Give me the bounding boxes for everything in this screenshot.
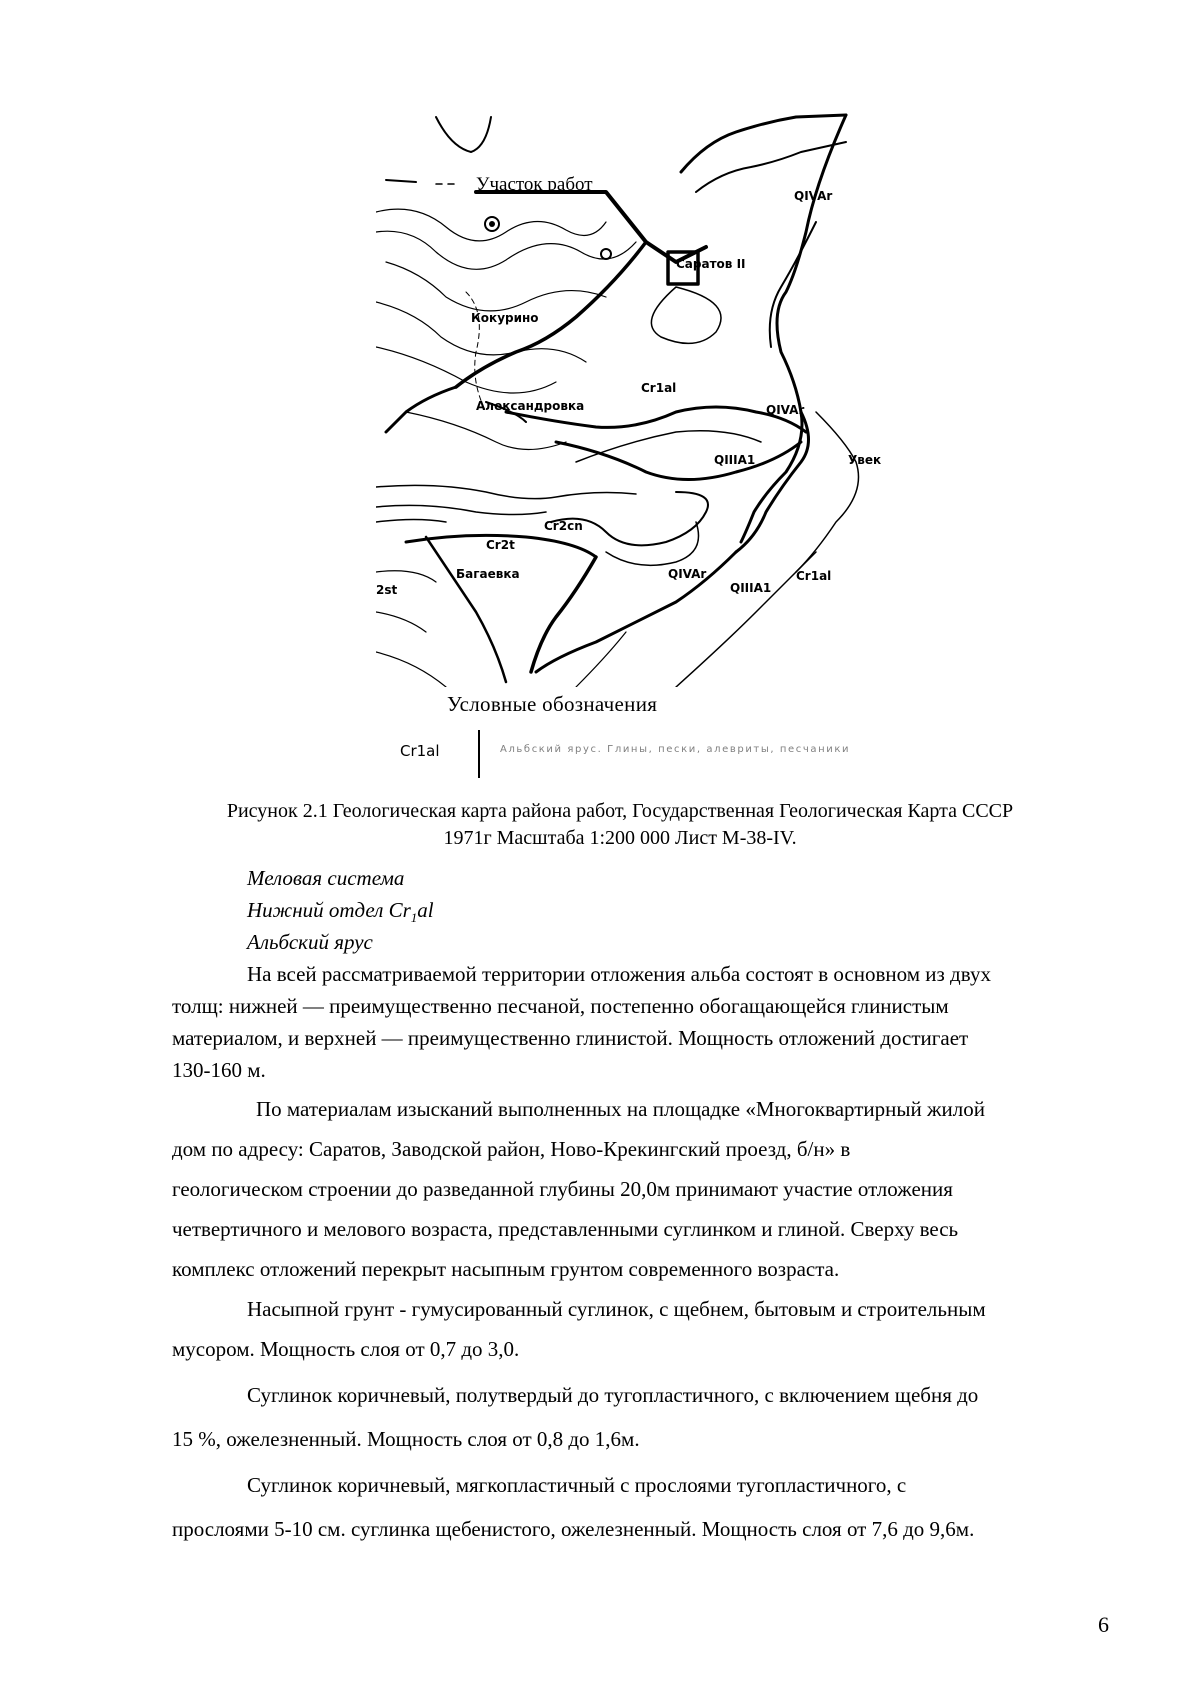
legend-divider xyxy=(478,730,480,778)
place-uvek: Увек xyxy=(848,453,882,467)
paragraph-1-line-4: 130-160 м. xyxy=(172,1058,266,1082)
unit-cr2cn: Cr2cn xyxy=(544,519,583,533)
unit-qiv-c: QIVAr xyxy=(668,567,707,581)
legend-code: Cr1al xyxy=(400,742,440,760)
unit-qiii-b: QIIIA1 xyxy=(730,581,772,595)
unit-cr2t: Cr2t xyxy=(486,538,515,552)
heading-division-text: Нижний отдел Cr xyxy=(247,898,411,922)
place-saratov: Саратов II xyxy=(676,257,746,271)
paragraph-4-line-2: 15 %, ожелезненный. Мощность слоя от 0,8 до 1,6м. xyxy=(172,1427,640,1451)
unit-cr1al-a: Cr1al xyxy=(641,381,677,395)
page-number: 6 xyxy=(1098,1612,1109,1637)
paragraph-2-line-4: четвертичного и мелового возраста, представленными суглинком и глиной. Сверху весь xyxy=(172,1217,959,1241)
paragraph-3-line-1: Насыпной грунт - гумусированный суглинок, с щебнем, бытовым и строительным xyxy=(247,1297,986,1321)
legend-title: Условные обозначения xyxy=(447,692,658,716)
paragraph-1-line-3: материалом, и верхней — преимущественно глинистой. Мощность отложений достигает xyxy=(172,1026,969,1050)
caption-line-1: Рисунок 2.1 Геологическая карта района работ, Государственная Геологическая Карта СССР xyxy=(226,800,1014,822)
paragraph-1-line-1: На всей рассматриваемой территории отложения альба состоят в основном из двух xyxy=(247,962,991,986)
place-bagaevka: Багаевка xyxy=(456,567,520,581)
paragraph-2-line-5: комплекс отложений перекрыт насыпным грунтом современного возраста. xyxy=(172,1257,840,1281)
unit-qiv-b: QIVAr xyxy=(766,403,805,417)
unit-qiii-a: QIIIA1 xyxy=(714,453,756,467)
place-aleksandrovka: Александровка xyxy=(476,399,585,413)
paragraph-2-line-3: геологическом строении до разведанной глубины 20,0м принимают участие отложения xyxy=(172,1177,953,1201)
heading-division-sub: 1 xyxy=(410,910,418,926)
paragraph-5-line-1: Суглинок коричневый, мягкопластичный с прослоями тугопластичного, с xyxy=(247,1473,907,1497)
paragraph-1-line-2: толщ: нижней — преимущественно песчаной, постепенно обогащающейся глинистым xyxy=(172,994,949,1018)
legend-description: Альбский ярус. Глины, пески, алевриты, песчаники xyxy=(500,744,851,755)
unit-cr1al-b: Cr1al xyxy=(796,569,832,583)
paragraph-2-line-2: дом по адресу: Саратов, Заводской район, Ново-Крекингский проезд, б/н» в xyxy=(172,1137,851,1161)
unit-qiv-a: QIVAr xyxy=(794,189,833,203)
unit-st: 2st xyxy=(376,583,398,597)
caption-line-2: 1971г Масштаба 1:200 000 Лист М-38-IV. xyxy=(443,827,797,849)
heading-division-suffix: al xyxy=(417,898,434,922)
figure-caption xyxy=(180,798,1060,852)
site-label: Участок работ xyxy=(476,174,593,195)
paragraph-3-line-2: мусором. Мощность слоя от 0,7 до 3,0. xyxy=(172,1337,520,1361)
heading-stage: Альбский ярус xyxy=(247,930,373,954)
paragraph-2-line-1: По материалам изысканий выполненных на площадке «Многоквартирный жилой xyxy=(256,1097,985,1121)
paragraph-4-line-1: Суглинок коричневый, полутвердый до тугопластичного, с включением щебня до xyxy=(247,1383,979,1407)
geological-map xyxy=(376,112,916,687)
place-kokurino: Кокурино xyxy=(471,311,539,325)
map-drawing xyxy=(376,112,916,687)
heading-system: Меловая система xyxy=(247,866,405,890)
legend-row xyxy=(390,730,930,780)
paragraph-5-line-2: прослоями 5-10 см. суглинка щебенистого, ожелезненный. Мощность слоя от 7,6 до 9,6м. xyxy=(172,1517,975,1541)
